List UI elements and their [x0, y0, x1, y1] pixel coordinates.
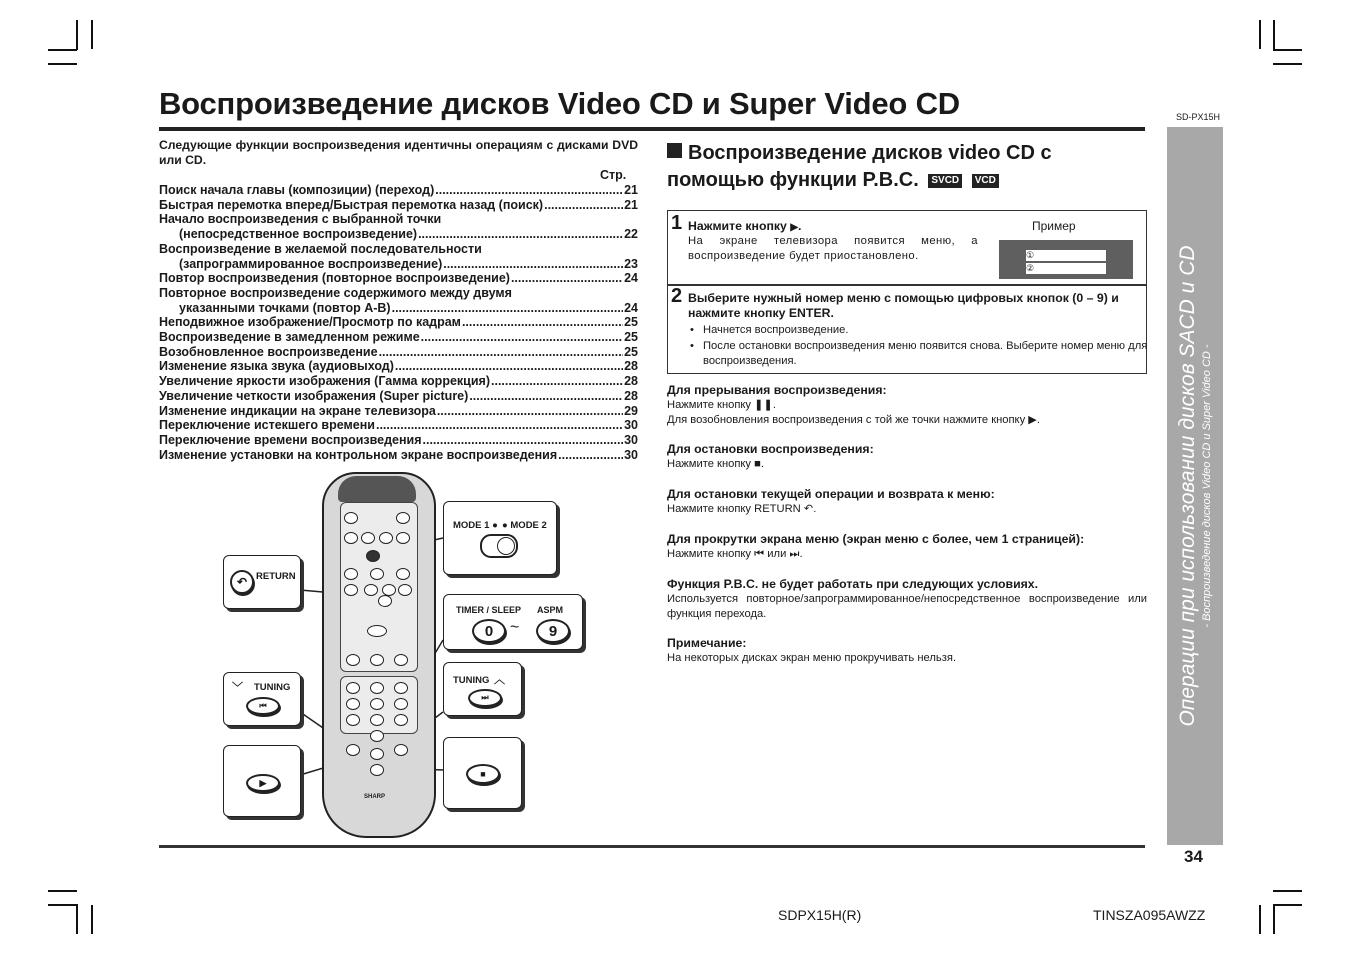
remote-digit: [394, 698, 408, 710]
footer-model-code: SDPX15H(R): [778, 907, 862, 923]
digit-9-icon: 9: [536, 619, 570, 643]
crop-mark: [91, 905, 93, 934]
crop-mark: [1259, 20, 1261, 49]
crop-mark: [1273, 63, 1302, 65]
tuning-up-label: TUNING: [453, 675, 490, 686]
title-rule: [159, 127, 1145, 131]
remote-play: [370, 748, 384, 760]
remote-digit: [346, 714, 360, 726]
toc-item[interactable]: Поиск начала главы (композиции) (переход) ..... 21: [159, 183, 638, 198]
toc-item[interactable]: Повтор воспроизведения (повторное воспроизведение) ..... 24: [159, 271, 638, 286]
toc-item[interactable]: Повторное воспроизведение содержимого между двумя: [159, 285, 512, 300]
page-number: 34: [1184, 847, 1203, 866]
aspm-label: ASPM: [537, 605, 564, 615]
play-icon: ▶: [246, 774, 280, 792]
callout-play: [223, 745, 301, 817]
crop-mark: [76, 904, 78, 934]
remote-digit: [370, 730, 384, 742]
crop-mark: [76, 20, 78, 50]
model-label: SD-PX15H: [1176, 112, 1221, 122]
step-2-bullets: [688, 323, 1148, 370]
toc-item[interactable]: Увеличение четкости изображения (Super picture) ..... 28: [159, 389, 638, 404]
note-heading: Для прокрутки экрана меню (экран меню с более, чем 1 страницей):: [667, 532, 1085, 546]
remote-digit: [370, 698, 384, 710]
skip-back-icon: ⏮: [246, 697, 280, 715]
note-line: Используется повторное/запрограммированное/непосредственное воспроизведение или функция перехода.: [667, 593, 1147, 620]
remote-return-button: [378, 595, 392, 607]
crop-mark: [48, 890, 77, 892]
remote-button: [344, 584, 358, 596]
remote-digit: [394, 682, 408, 694]
callout-stop: [443, 737, 522, 809]
stop-icon: ■: [466, 764, 500, 784]
crop-mark: [48, 63, 77, 65]
remote-button: [344, 568, 358, 580]
note-heading: Для остановки воспроизведения:: [667, 442, 874, 456]
remote-button: [346, 654, 360, 666]
digit-0-icon: 0: [472, 619, 506, 643]
remote-digit: [346, 698, 360, 710]
crop-mark: [1273, 904, 1275, 934]
remote-brand: SHARP: [364, 794, 386, 800]
note-pbc-conditions: [667, 577, 1147, 622]
bullet-item: • Начнется воспроизведение.: [688, 323, 1148, 339]
toc-item[interactable]: Переключение времени воспроизведения ..... 30: [159, 433, 638, 448]
crop-mark: [48, 49, 77, 51]
side-tab-text: [1176, 245, 1214, 726]
crop-mark: [1273, 890, 1302, 892]
toc-item[interactable]: Воспроизведение в замедленном режиме ..... 25: [159, 330, 638, 345]
bullet-item: • После остановки воспроизведения меню появится снова. Выберите номер меню для воспроизведения.: [688, 339, 1148, 370]
remote-button: [394, 654, 408, 666]
play-icon: ▶: [790, 222, 799, 233]
chevron-up-icon: ︿: [494, 674, 505, 686]
intro-text: Следующие функции воспроизведения идентичны операциям с дисками DVD или CD.: [159, 138, 638, 167]
bottom-rule: [159, 845, 1145, 848]
bullet-square-icon: [667, 143, 682, 158]
toc-item[interactable]: Изменение установки на контрольном экране воспроизведения ..... 30: [159, 448, 638, 463]
note-remark: [667, 636, 1147, 666]
toc-list: [159, 183, 638, 462]
toc-item[interactable]: указанными точками (повтор A-B) ..... 24: [159, 301, 638, 316]
step-1-box: [667, 210, 1147, 286]
toc-item[interactable]: Переключение истекшего времени ..... 30: [159, 418, 638, 433]
note-scroll: [667, 532, 1147, 562]
callout-tuning-down: [223, 672, 301, 726]
crop-mark: [91, 20, 93, 49]
toc-item[interactable]: Неподвижное изображение/Просмотр по кадрам ..... 25: [159, 315, 638, 330]
remote-button: [396, 568, 410, 580]
remote-button: [344, 512, 358, 524]
mode1-label: MODE 1 ●: [453, 520, 498, 531]
example-label: Пример: [1032, 219, 1076, 233]
remote-control-illustration: [322, 472, 436, 838]
callout-mode-switch: [443, 501, 557, 575]
vcd-badge: VCD: [972, 174, 999, 188]
toc-item[interactable]: Увеличение яркости изображения (Гамма коррекция) ..... 28: [159, 374, 638, 389]
side-tab-main: Операции при использовании дисков SACD и CD: [1176, 245, 1199, 727]
note-line: Нажмите кнопку ■.: [667, 458, 764, 470]
note-heading: Для прерывания воспроизведения:: [667, 383, 887, 397]
crop-mark: [48, 904, 77, 906]
remote-button: [396, 512, 410, 524]
mode-switch-icon: [480, 534, 518, 558]
crop-mark: [1273, 20, 1275, 50]
remote-skip-back: [346, 744, 360, 756]
remote-button: [364, 584, 378, 596]
footer-doc-code: TINSZA095AWZZ: [1093, 907, 1206, 923]
toc-item[interactable]: Быстрая перемотка вперед/Быстрая перемотка назад (поиск) ..... 21: [159, 198, 638, 213]
note-line: Нажмите кнопку RETURN ↶.: [667, 503, 817, 515]
callout-digit-buttons: [443, 594, 583, 650]
remote-button: [361, 532, 375, 544]
remote-button: [379, 532, 393, 544]
step-number: 1: [671, 212, 683, 234]
crop-mark: [1259, 905, 1261, 934]
remote-button: [396, 532, 410, 544]
note-heading: Для остановки текущей операции и возврата к меню:: [667, 487, 995, 501]
note-heading: Функция P.B.C. не будет работать при следующих условиях.: [667, 577, 1039, 591]
remote-ir-window: [338, 476, 416, 502]
note-line: Для возобновления воспроизведения с той же точки нажмите кнопку ▶.: [667, 414, 1040, 426]
side-tab-sub: - Воспроизведение дисков Video CD и Super Video CD -: [1201, 344, 1213, 628]
remote-skip-fwd: [394, 744, 408, 756]
crop-mark: [1273, 904, 1302, 906]
page-title: Воспроизведение дисков Video CD и Super Video CD: [159, 86, 960, 121]
svcd-badge: SVCD: [928, 174, 962, 188]
note-heading: Примечание:: [667, 636, 747, 650]
remote-digit: [394, 714, 408, 726]
step-number: 2: [671, 285, 683, 307]
step-2-title: Выберите нужный номер меню с помощью цифровых кнопок (0 – 9) и нажмите кнопку ENTER.: [688, 291, 1119, 320]
example-menu-item: ②: [1026, 263, 1106, 274]
skip-forward-icon: ⏭: [468, 689, 502, 707]
step-2-box: [667, 284, 1147, 374]
callout-tuning-up: [443, 662, 522, 716]
chevron-down-icon: ﹀: [232, 682, 243, 694]
note-stop: [667, 442, 1147, 472]
timer-sleep-label: TIMER / SLEEP: [456, 605, 522, 615]
crop-mark: [1273, 49, 1302, 51]
section-heading: Воспроизведение дисков video CD с помощью функции P.B.C. SVCD VCD: [667, 142, 1052, 191]
remote-digit: [370, 714, 384, 726]
note-line: На некоторых дисках экран меню прокручивать нельзя.: [667, 652, 957, 664]
toc-item[interactable]: Изменение языка звука (аудиовыход) ..... 28: [159, 359, 638, 374]
toc-item[interactable]: (непосредственное воспроизведение) ..... 22: [159, 227, 638, 242]
remote-button: [370, 568, 384, 580]
step-1-title: Нажмите кнопку ▶.: [688, 219, 802, 233]
note-return: [667, 487, 1147, 517]
toc-item[interactable]: Начало воспроизведения с выбранной точки: [159, 212, 442, 227]
note-line: Нажмите кнопку ⏮ или ⏭.: [667, 548, 803, 560]
example-tv-menu: [999, 240, 1133, 279]
remote-digit: [346, 682, 360, 694]
remote-mode-switch: [366, 550, 380, 562]
callout-return: [223, 555, 301, 609]
toc-item[interactable]: Воспроизведение в желаемой последовательности: [159, 241, 482, 256]
tuning-down-label: TUNING: [254, 682, 291, 693]
toc-item[interactable]: Возобновленное воспроизведение ..... 25: [159, 345, 638, 360]
toc-item[interactable]: Изменение индикации на экране телевизора ..... 29: [159, 404, 638, 419]
return-icon: ↶: [230, 570, 254, 594]
page-column-label: Стр.: [600, 168, 627, 182]
note-pause: [667, 383, 1147, 428]
tilde: ~: [510, 619, 520, 636]
note-line: Нажмите кнопку ❚❚.: [667, 399, 776, 411]
remote-button: [398, 584, 412, 596]
remote-button: [370, 654, 384, 666]
mode2-label: ● MODE 2: [502, 520, 547, 531]
example-menu-item: ①: [1026, 250, 1106, 261]
step-1-body: На экране телевизора появится меню, а воспроизведение будет приостановлено.: [688, 235, 978, 262]
toc-item[interactable]: (запрограммированное воспроизведение) ..... 23: [159, 257, 638, 272]
remote-digit: [370, 682, 384, 694]
remote-stop: [370, 764, 384, 776]
return-label: RETURN: [256, 571, 296, 582]
remote-enter-button: [367, 625, 387, 637]
remote-button: [344, 532, 358, 544]
